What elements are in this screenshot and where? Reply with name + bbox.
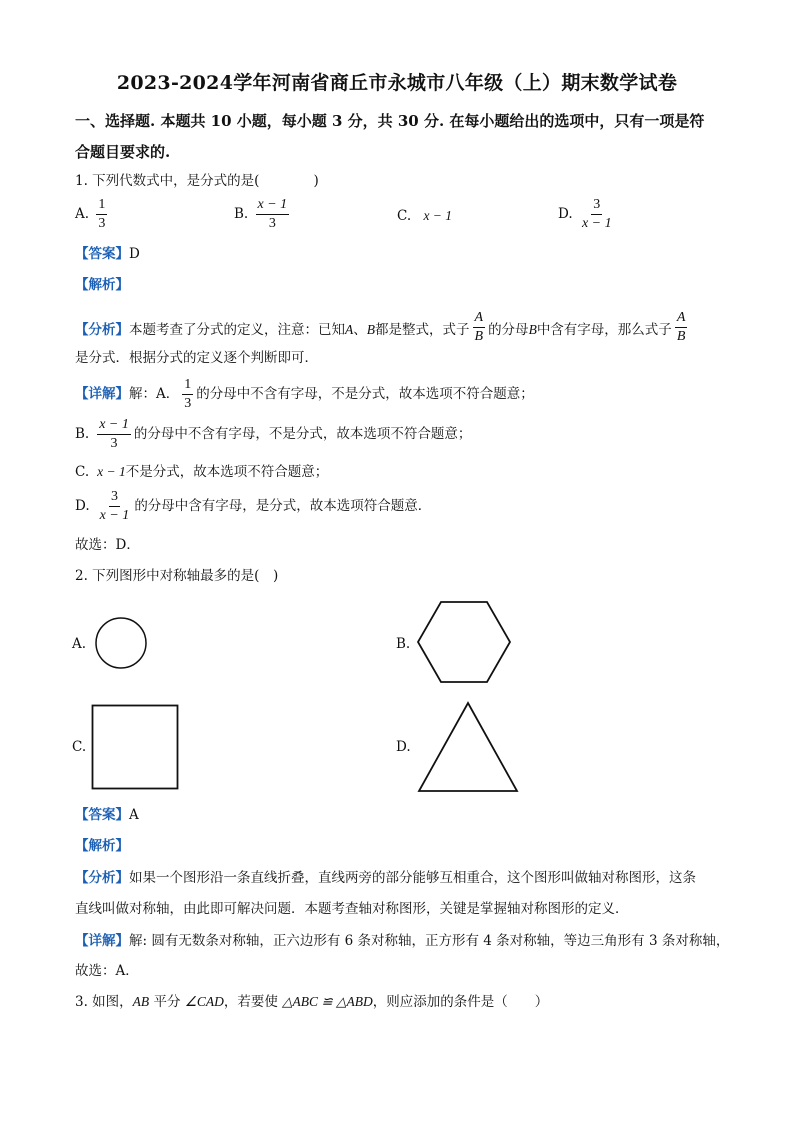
q1-option-d-fraction bbox=[580, 197, 614, 232]
fraction-denominator: 3 bbox=[268, 216, 276, 231]
separator: 、 bbox=[353, 322, 367, 338]
fraction-numerator: 3 bbox=[591, 197, 602, 215]
q1-jiexi-tag: 【解析】 bbox=[75, 277, 129, 293]
fraction-numerator: 1 bbox=[96, 197, 107, 215]
q2-option-b-label: B. bbox=[396, 636, 411, 652]
detail-label: B. bbox=[75, 426, 90, 442]
detail-text: 解: 圆有无数条对称轴，正六边形有 6 条对称轴，正方形有 4 条对称轴，等边三角形有 3 条对称轴， bbox=[129, 933, 730, 949]
analysis-tag: 【分析】 bbox=[75, 322, 129, 338]
q2-answer bbox=[75, 806, 139, 824]
fraction-3-over-x-minus-1 bbox=[98, 489, 132, 524]
q1-conclusion: 故选：D． bbox=[75, 537, 140, 553]
detail-tag: 【详解】 bbox=[75, 386, 129, 402]
congruence-statement: △ABC ≌ △ABD bbox=[282, 994, 373, 1009]
fraction-numerator: 3 bbox=[109, 489, 120, 507]
q1-option-c bbox=[397, 207, 452, 225]
answer-value: A bbox=[129, 807, 139, 823]
var-b: B bbox=[366, 322, 375, 337]
q1-detail-a bbox=[75, 377, 534, 412]
detail-text: 解：A． bbox=[129, 386, 180, 402]
q3-stem bbox=[75, 993, 548, 1011]
fraction-numerator: A bbox=[675, 310, 688, 328]
detail-label: D. bbox=[75, 498, 90, 514]
square-icon bbox=[91, 704, 179, 790]
fraction-denominator: x − 1 bbox=[99, 508, 130, 523]
analysis-text: 中含有字母，那么式子 bbox=[536, 322, 672, 338]
fraction-numerator: A bbox=[473, 310, 486, 328]
detail-text: 的分母中含有字母，是分式，故本选项符合题意． bbox=[134, 498, 432, 514]
q3-text: 3. 如图， bbox=[75, 994, 133, 1010]
angle-cad: ∠CAD bbox=[184, 994, 224, 1009]
detail-text: 的分母中不含有字母，不是分式，故本选项不符合题意； bbox=[196, 386, 534, 402]
q2-option-d-label: D. bbox=[396, 739, 411, 755]
var-b: B bbox=[528, 322, 537, 337]
fraction-denominator: x − 1 bbox=[581, 216, 612, 231]
q1-option-d bbox=[558, 197, 617, 232]
page-title: 2023-2024学年河南省商丘市永城市八年级（上）期末数学试卷 bbox=[116, 72, 678, 94]
section-header-line1: 一、选择题. 本题共 10 小题，每小题 3 分，共 30 分. 在每小题给出的选项中，只有一项是符 bbox=[75, 112, 705, 130]
q2-detail bbox=[75, 932, 729, 950]
q2-analysis-line2: 直线叫做对称轴，由此即可解决问题．本题考查轴对称图形，关键是掌握轴对称图形的定义． bbox=[75, 901, 629, 917]
analysis-tag: 【分析】 bbox=[75, 870, 129, 886]
detail-tag: 【详解】 bbox=[75, 933, 129, 949]
fraction-a-over-b bbox=[675, 310, 688, 345]
q2-analysis-line1 bbox=[75, 869, 696, 887]
q3-text: ，若要使 bbox=[223, 994, 283, 1010]
analysis-text: 本题考查了分式的定义，注意：已知 bbox=[129, 322, 345, 338]
fraction-denominator: 3 bbox=[110, 436, 118, 451]
triangle-icon bbox=[417, 701, 519, 793]
q1-detail-c bbox=[75, 463, 328, 481]
q1-option-b bbox=[234, 197, 292, 232]
fraction-denominator: 3 bbox=[98, 216, 106, 231]
q1-option-a bbox=[75, 197, 110, 232]
fraction-numerator: x − 1 bbox=[97, 417, 131, 435]
q1-option-d-label: D. bbox=[558, 206, 573, 222]
q1-stem: 1. 下列代数式中，是分式的是( ) bbox=[75, 173, 319, 189]
answer-tag: 【答案】 bbox=[75, 807, 129, 823]
q1-option-b-label: B. bbox=[234, 206, 249, 222]
fraction-numerator: 1 bbox=[182, 377, 193, 395]
q1-detail-d bbox=[75, 489, 431, 524]
fraction-denominator: B bbox=[676, 329, 686, 344]
fraction-x-minus-1-over-3 bbox=[97, 417, 131, 452]
q1-answer bbox=[75, 245, 140, 263]
q1-option-a-fraction bbox=[96, 197, 107, 232]
q1-option-c-expression: x − 1 bbox=[423, 208, 453, 223]
analysis-text: 都是整式，式子 bbox=[375, 322, 470, 338]
analysis-text: 的分母 bbox=[488, 322, 529, 338]
fraction-denominator: B bbox=[474, 329, 484, 344]
answer-value: D bbox=[129, 246, 140, 262]
answer-tag: 【答案】 bbox=[75, 246, 129, 262]
q2-jiexi-tag: 【解析】 bbox=[75, 838, 129, 854]
fraction-numerator: x − 1 bbox=[256, 197, 290, 215]
fraction-one-third bbox=[182, 377, 193, 412]
hexagon-icon bbox=[416, 599, 512, 685]
q2-stem: 2. 下列图形中对称轴最多的是( ) bbox=[75, 568, 279, 584]
fraction-denominator: 3 bbox=[184, 396, 192, 411]
q1-option-b-fraction bbox=[256, 197, 290, 232]
q1-detail-b bbox=[75, 417, 471, 452]
section-header-line2: 合题目要求的. bbox=[75, 143, 171, 161]
q1-analysis-line2: 是分式．根据分式的定义逐个判断即可． bbox=[75, 350, 318, 366]
q2-option-c-label: C. bbox=[72, 739, 87, 755]
q1-option-a-label: A. bbox=[75, 206, 90, 222]
q2-conclusion: 故选：A． bbox=[75, 963, 139, 979]
q1-option-c-label: C. bbox=[397, 208, 412, 224]
analysis-text: 如果一个图形沿一条直线折叠，直线两旁的部分能够互相重合，这个图形叫做轴对称图形，这条 bbox=[129, 870, 696, 886]
detail-label: C. bbox=[75, 464, 90, 480]
fraction-a-over-b bbox=[473, 310, 486, 345]
detail-text: 不是分式，故本选项不符合题意； bbox=[125, 464, 329, 480]
detail-expression: x − 1 bbox=[97, 464, 126, 479]
segment-ab: AB bbox=[132, 994, 150, 1009]
q1-analysis-line1 bbox=[75, 310, 690, 348]
q3-text: ，则应添加的条件是（ ） bbox=[372, 994, 549, 1010]
q2-option-a-label: A. bbox=[72, 636, 87, 652]
detail-text: 的分母中不含有字母，不是分式，故本选项不符合题意； bbox=[133, 426, 472, 442]
var-a: A bbox=[345, 322, 354, 337]
circle-icon bbox=[94, 616, 148, 670]
q3-text: 平分 bbox=[149, 994, 185, 1010]
